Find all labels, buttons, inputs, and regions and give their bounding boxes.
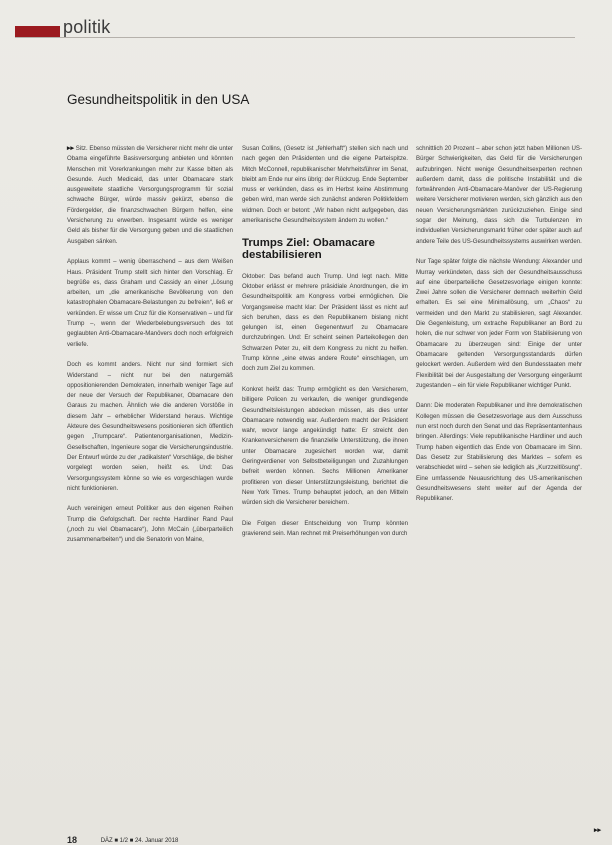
end-arrow-icon: ▸▸	[594, 827, 602, 834]
paragraph-text: Sitz. Ebenso müssten die Versicherer nicht mehr die unter Obama eingeführte Basisversorgung anbieten und könnten Menschen mit Vorerkrankungen mehr zur Kasse bitten als Gesunde. Auch Medicaid, das unter Obamacare stark ausgeweitete staatliche Versorgungsprogramm für sozial schwache Bürger, würde massiv gekürzt, ebenso die Fördergelder, die finanzschwachen Bürgern helfen, eine Versicherung zu erwerben. Insgesamt würde es weniger Geld als bisher für die Versorgung geben und die staatlichen Ausgaben sänken.	[67, 145, 233, 245]
text-column-1	[67, 144, 233, 556]
page-footer	[67, 835, 178, 845]
paragraph: Auch vereinigen erneut Politiker aus den eigenen Reihen Trump die Gefolgschaft. Der rechte Hardliner Rand Paul („noch zu viel Obamacare“), John McCain („überparteilich zusammenarbeiten“) und die Senatorin von Maine,	[67, 505, 233, 544]
text-column-3	[416, 144, 582, 515]
header-rule	[15, 37, 575, 38]
article-headline: Gesundheitspolitik in den USA	[67, 92, 250, 107]
paragraph: Die Folgen dieser Entscheidung von Trump könnten gravierend sein. Man rechnet mit Preiserhöhungen von durch	[242, 519, 408, 538]
paragraph: Dann: Die moderaten Republikaner und ihre demokratischen Kollegen müssen die Gesetzesvorlage aus dem Ausschuss nun erst noch durch den Senat und das Repräsentantenhaus bringen. Allerdings: Viele republikanische Hardliner und auch Trump haben eigentlich das Ende von Obamacare im Sinn. Das Gesetz zur Stabilisierung des Marktes – sofern es verabschiedet wird – sehen sie lediglich als „Kurzzeitlösung“. Eine umfassende Neuausrichtung des US-amerikanischen Gesundheitswesens steht weiter auf der Agenda der Republikaner.	[416, 402, 582, 503]
paragraph: Applaus kommt – wenig überraschend – aus dem Weißen Haus. Präsident Trump stellt sich hinter den Vorschlag. Er begrüße es, dass Graham und Cassidy an einer „Lösung arbeiten, um „die amerikanische Bevölkerung von den katastrophalen Obamacare-Belastungen zu befreien“, ließ er verkünden. Er wisse um Cruz für die Konservativen – und für Trump –, wenn der Wiederbelebungsversuch des tot geglaubten Anti-Obamacare-Manövers doch noch erfolgreich verliefe.	[67, 258, 233, 348]
section-color-block	[15, 26, 60, 37]
paragraph: Konkret heißt das: Trump ermöglicht es den Versicherern, billigere Policen zu verkaufen, die weniger grundlegende Gesundheitsleistungen abdecken müssen, als dies unter Obamacare notwendig war. Außerdem macht der Präsident wahr, wovor lange angekündigt hatte: Er streicht den Krankenversicherern die finanzielle Unterstützung, die ihnen unter Obamacare zugesichert worden war, damit Geringverdiener von Selbstbeteiligungen und Zuzahlungen befreit werden können. Sechs Millionen Amerikaner profitieren von dieser Unterstützungsleistung, berichtet die New York Times. Trump behauptet jedoch, an den Mitteln würden sich die Versicherer bereichern.	[242, 385, 408, 507]
continuation-arrow-icon: ▸▸	[67, 145, 75, 152]
subheading: Trumps Ziel: Obamacare destabilisieren	[242, 236, 375, 262]
paragraph: Doch es kommt anders. Nicht nur sind formiert sich Widerstand – nicht nur bei den naturgemäß oppositionierenden Demokraten, innerhalb weniger Tage auf der neue der Versuch der Republikaner, Obamacare den Garaus zu machen. Ähnlich wie die anderen Vorstöße in diesem Jahr – erheblicher Widerstand heraus. Wichtige Akteure des Gesundheitswesens positionieren sich öffentlich gegen „Trumpcare“. Patientenorganisationen, Medizin-Gesellschaften, Ingenieure sogar die Versicherungsindustrie. Der Entwurf würde zu der „radikalsten“ Vorschläge, die bisher vorgelegt worden seien, heißt es. Und: Das Versorgungssystem könne so wie es vorgeschlagen wurde nicht funktionieren.	[67, 361, 233, 492]
paragraph: Susan Collins, (Gesetz ist „fehlerhaft“) stellen sich nach und nach gegen den Präsidenten und die eigene Parteispitze. Mitch McConnell, republikanischer Mehrheitsführer im Senat, bleibt am Ende nur eins übrig: der Rückzug. Ende September muss er verkünden, dass es im Herbst keine Abstimmung geben wird, man werde sich zunächst anderen Politikfeldern widmen. Doch er betont: „Wir haben nicht aufgegeben, das amerikanische Gesundheitssystem ändern zu wollen.“	[242, 145, 408, 225]
paragraph	[67, 144, 233, 247]
paragraph: Nur Tage später folgte die nächste Wendung: Alexander und Murray verkündeten, dass sich der Gesundheitsausschuss auf eine überparteiliche Gesetzesvorlage einigen konnte: Zwei Jahre sollen die Versicherer demnach weiterhin Geld erhalten. Es sei eine Minimallösung, um „Chaos“ zu vermeiden und den Markt zu stabilisieren, sagt Alexander. Die Gegenleistung, um extrache Republikaner an Bord zu holen, die nur schwer von jeder Form von Stabilisierung von Obamacare zu überzeugen sind: Einige der unter Obamacare geltenden Versorgungsstandards dürfen gelockert werden. Außerdem wird den Bundesstaaten mehr Flexibilität bei der Ausgestaltung der Versorgung eingeräumt zugestanden – ein für viele Republikaner wichtiger Punkt.	[416, 258, 582, 389]
section-label: politik	[63, 17, 111, 37]
text-column-2	[242, 144, 408, 550]
issue-info: DÄZ ■ 1/2 ■ 24. Januar 2018	[100, 838, 179, 844]
paragraph: schnittlich 20 Prozent – aber schon jetzt haben Millionen US-Bürger Schwierigkeiten, das Geld für die Versicherungen aufzubringen. Nicht wenige Gesundheitsexperten rechnen außerdem damit, dass die politische Instabilität und die fortwährenden Anti-Obamacare-Manöver der US-Regierung weitere Versicherer motivieren werden, sich gänzlich aus den neuen Versicherungsmärkten zurückzuziehen. Einige sind sogar der Meinung, dass sich die Turbulenzen im individuellen Versicherungsmarkt früher oder später auch auf andere Teile des US-Gesundheitssystems auswirken werden.	[416, 145, 582, 245]
page-number: 18	[67, 835, 78, 845]
paragraph: Oktober: Das befand auch Trump. Und legt nach. Mitte Oktober erlässt er mehrere präsidiale Anordnungen, die im Gesundheitspolitik am Kongress vorbei ermöglichen. Die Vorgangsweise macht klar: Der Präsident lässt es nicht auf sich beruhen, dass es den Republikanern bislang nicht gelungen ist, einen Gegenentwurf zu Obamacare durchzubringen. Und: Er scheint seinen Parteikollegen den Schwarzen Peter zu, eilt dem Kongress zu nicht zu helfen. Trump könne „eine etwas andere Route“ einschlagen, um doch zum Ziel zu kommen.	[242, 272, 408, 373]
